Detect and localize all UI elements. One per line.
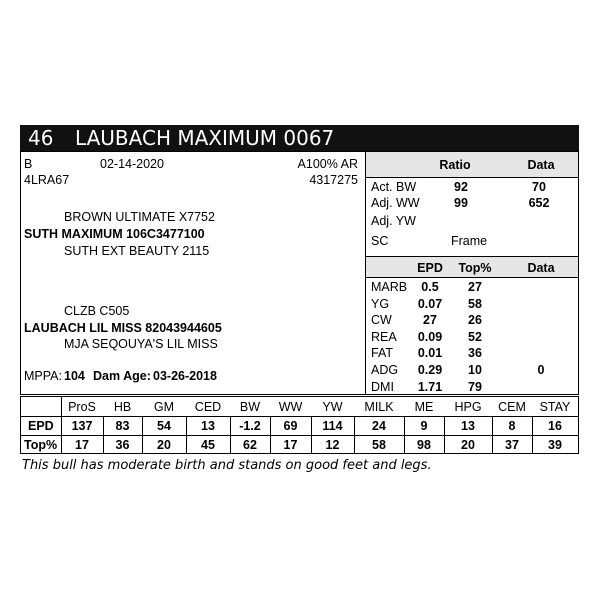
epd-header-milk: MILK bbox=[364, 400, 394, 414]
carcass-label-cw: CW bbox=[371, 313, 392, 328]
dam: LAUBACH LIL MISS 82043944605 bbox=[24, 321, 222, 335]
animal-name: LAUBACH MAXIMUM 0067 bbox=[75, 126, 335, 150]
perf-label-act-bw: Act. BW bbox=[371, 180, 417, 194]
perf-frame-label: Frame bbox=[450, 234, 488, 248]
top-value-yw: 12 bbox=[325, 438, 340, 452]
epd-value-ced: 13 bbox=[201, 419, 215, 433]
carcass-top-yg: 58 bbox=[468, 296, 482, 311]
carcass-header-epd: EPD bbox=[417, 261, 443, 275]
comment: This bull has moderate birth and stands on good feet and legs. bbox=[22, 458, 432, 473]
perf-header-data: Data bbox=[527, 158, 555, 172]
carcass-top-fat: 36 bbox=[468, 346, 482, 361]
perf-header-rule bbox=[365, 177, 579, 178]
epd-header-ww: WW bbox=[278, 400, 303, 414]
carcass-label-dmi: DMI bbox=[371, 379, 394, 394]
epd-header-gm: GM bbox=[153, 400, 175, 414]
carcass-epd-yg: 0.07 bbox=[417, 296, 443, 311]
epd-value-hpg: 13 bbox=[461, 419, 475, 433]
epd-header-me: ME bbox=[414, 400, 434, 414]
birth-date: 02-14-2020 bbox=[100, 157, 164, 171]
tattoo: 4LRA67 bbox=[24, 173, 70, 187]
epd-value-milk: 24 bbox=[372, 419, 386, 433]
carcass-epd-adg: 0.29 bbox=[417, 363, 443, 377]
perf-header-ratio: Ratio bbox=[439, 158, 471, 172]
carcass-top-marb: 27 bbox=[468, 280, 482, 294]
registration-number: 4317275 bbox=[309, 173, 358, 187]
top-value-ced: 45 bbox=[201, 438, 215, 452]
dam-age-value: 03-26-2018 bbox=[153, 369, 217, 383]
epd-value-bw: -1.2 bbox=[239, 419, 261, 433]
epd-header-hb: HB bbox=[113, 400, 132, 414]
epd-header-bw: BW bbox=[239, 400, 261, 414]
dam-dam: MJA SEQOUYA'S LIL MISS bbox=[64, 337, 218, 351]
perf-data-act-bw: 70 bbox=[532, 180, 546, 194]
carcass-top-rea: 52 bbox=[468, 329, 482, 344]
carcass-label-adg: ADG bbox=[371, 363, 399, 377]
top-value-hb: 36 bbox=[115, 438, 130, 452]
perf-ratio-act-bw: 92 bbox=[454, 180, 468, 194]
dam-age-label: Dam Age: bbox=[93, 369, 151, 383]
mppa-label: MPPA: bbox=[24, 369, 62, 383]
top-value-hpg: 20 bbox=[461, 438, 475, 452]
epd-header-hpg: HPG bbox=[454, 400, 482, 414]
carcass-top-cw: 26 bbox=[468, 313, 482, 328]
carcass-label-fat: FAT bbox=[371, 346, 393, 361]
carcass-top-adg: 10 bbox=[468, 363, 482, 377]
epd-header-pros: ProS bbox=[68, 400, 96, 414]
perf-label-adj-yw: Adj. YW bbox=[371, 214, 416, 228]
epd-value-cem: 8 bbox=[508, 419, 516, 433]
lot-title-bar bbox=[20, 125, 579, 151]
carcass-top-dmi: 79 bbox=[468, 379, 482, 394]
carcass-data-adg: 0 bbox=[537, 363, 545, 377]
top-value-pros: 17 bbox=[75, 438, 89, 452]
perf-label-adj-ww: Adj. WW bbox=[371, 196, 420, 210]
epd-value-yw: 114 bbox=[322, 419, 343, 433]
top-value-stay: 39 bbox=[548, 438, 562, 452]
epd-value-ww: 69 bbox=[283, 419, 298, 433]
perf-label-sc: SC bbox=[371, 234, 389, 248]
epd-header-stay: STAY bbox=[539, 400, 571, 414]
epd-header-yw: YW bbox=[322, 400, 343, 414]
dam-sire: CLZB C505 bbox=[64, 304, 130, 318]
mppa-value: 104 bbox=[64, 369, 85, 383]
carcass-header-data: Data bbox=[527, 261, 555, 275]
top-value-bw: 62 bbox=[243, 438, 257, 452]
carcass-header-top: Top% bbox=[458, 261, 492, 275]
perf-ratio-adj-ww: 99 bbox=[454, 196, 468, 210]
carcass-epd-fat: 0.01 bbox=[417, 346, 443, 361]
carcass-epd-cw: 27 bbox=[423, 313, 437, 328]
carcass-label-yg: YG bbox=[371, 296, 390, 311]
epd-value-hb: 83 bbox=[115, 419, 130, 433]
breed: A100% AR bbox=[297, 157, 358, 171]
epd-value-pros: 137 bbox=[71, 419, 93, 433]
top-row-label: Top% bbox=[24, 438, 58, 452]
epd-header-cem: CEM bbox=[498, 400, 526, 414]
epd-value-gm: 54 bbox=[157, 419, 171, 433]
top-value-milk: 58 bbox=[372, 438, 386, 452]
epd-value-stay: 16 bbox=[548, 419, 562, 433]
carcass-epd-dmi: 1.71 bbox=[417, 379, 443, 394]
top-value-cem: 37 bbox=[505, 438, 519, 452]
sire: SUTH MAXIMUM 106C3477100 bbox=[24, 227, 205, 241]
perf-data-adj-ww: 652 bbox=[528, 196, 550, 210]
carcass-epd-marb: 0.5 bbox=[421, 280, 439, 294]
carcass-label-marb: MARB bbox=[371, 280, 408, 294]
sex: B bbox=[24, 157, 33, 171]
carcass-label-rea: REA bbox=[371, 329, 397, 344]
carcass-header-rule bbox=[365, 277, 579, 278]
lot-number: 46 bbox=[28, 126, 54, 150]
top-value-ww: 17 bbox=[283, 438, 298, 452]
sire-dam: SUTH EXT BEAUTY 2115 bbox=[64, 244, 210, 258]
top-value-gm: 20 bbox=[157, 438, 171, 452]
epd-value-me: 9 bbox=[420, 419, 428, 433]
top-value-me: 98 bbox=[417, 438, 431, 452]
carcass-epd-rea: 0.09 bbox=[417, 329, 443, 344]
epd-row-label: EPD bbox=[28, 419, 54, 433]
sire-sire: BROWN ULTIMATE X7752 bbox=[64, 210, 215, 224]
epd-header-ced: CED bbox=[194, 400, 222, 414]
